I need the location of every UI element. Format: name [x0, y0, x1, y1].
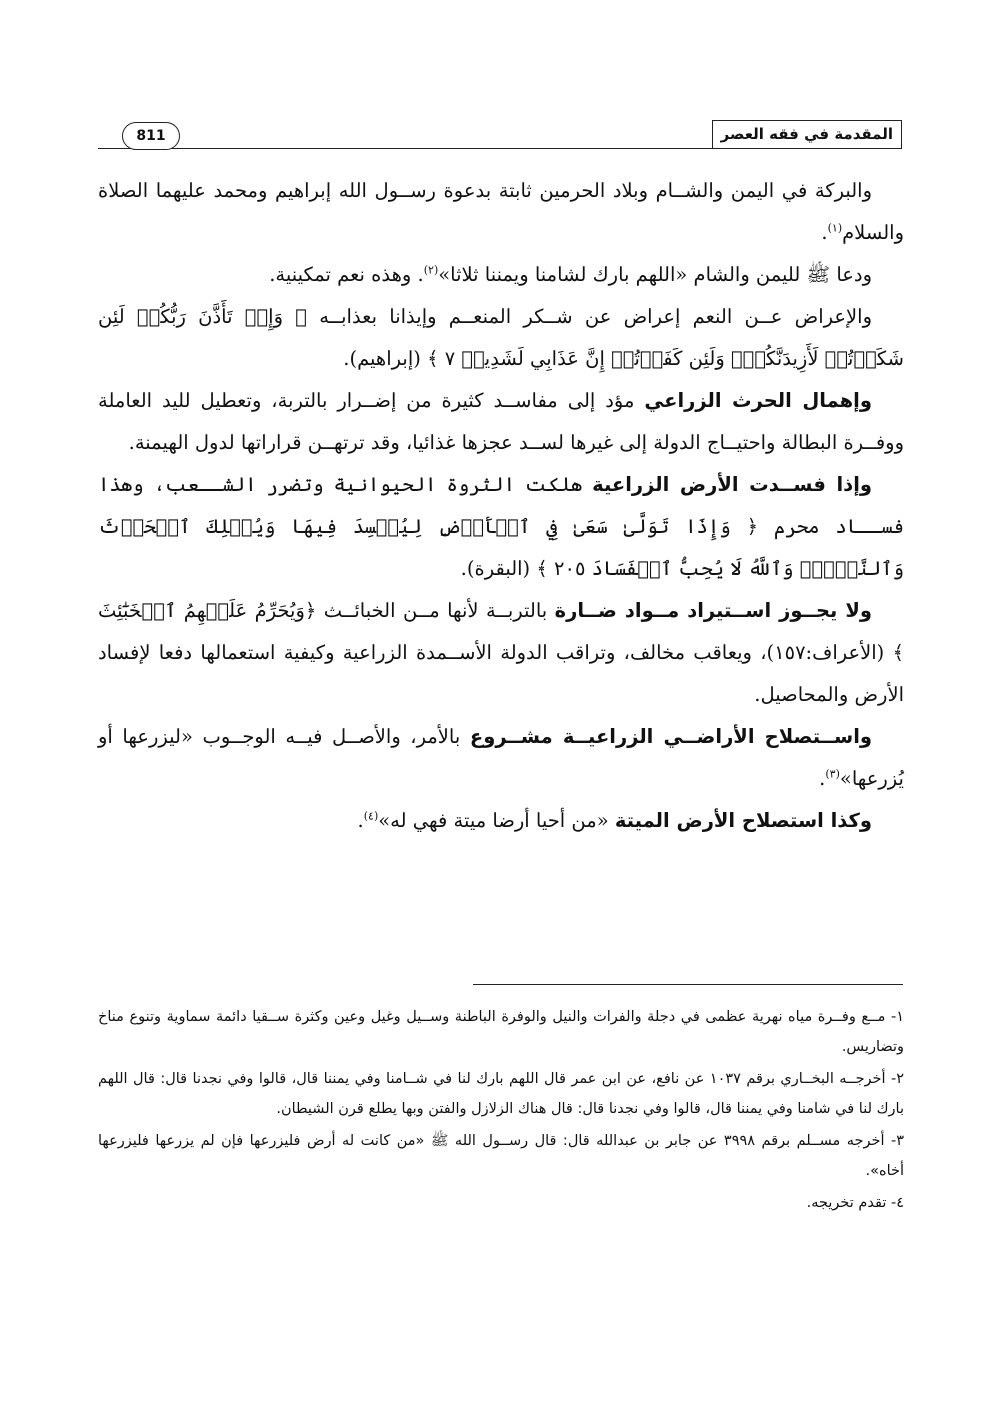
- paragraph-neglect: [98, 380, 904, 464]
- keyword: وإهمال الحرث الزراعي: [644, 389, 872, 412]
- salutation-symbol: ﷺ: [430, 1133, 449, 1149]
- text: ٣- أخرجه مســلم برقم ٣٩٩٨ عن جابر بن عبدالله قال: قال رســول الله: [454, 1133, 905, 1149]
- surah-reference: (إبراهيم).: [343, 347, 421, 370]
- text: هلكت الثروة الحيوانية وتضرر الشــعب، وهذا فســاد محرم: [98, 473, 904, 538]
- paragraph-prayer: [98, 254, 904, 296]
- paragraph-reclamation: [98, 716, 904, 800]
- text: .: [357, 809, 364, 832]
- page-number: 811: [122, 122, 180, 150]
- surah-reference: (البقرة).: [460, 557, 531, 580]
- text: بالتربــة لأنها مــن الخبائــث: [323, 599, 548, 622]
- keyword: وكذا استصلاح الأرض الميتة: [614, 809, 872, 832]
- paragraph-import: [98, 590, 904, 716]
- keyword: وإذا فســدت الأرض الزراعية: [592, 473, 872, 496]
- text: لليمن والشام «اللهم بارك لشامنا ويمننا ثلاثا»: [438, 263, 801, 286]
- paragraph-corruption: [98, 464, 904, 590]
- text: والبركة في اليمن والشــام وبلاد الحرمين ثابتة بدعوة رســول الله إبراهيم ومحمد عليهما الصلاة والسلام: [98, 179, 904, 244]
- text: مؤد إلى مفاســد كثيرة من إضــرار بالتربة، وتعطيل لليد العاملة ووفــرة البطالة واحتيــاج الدولة إلى غيرها لســد عجزها غذائيا، وقد ترتهــن قراراتها لدول الهيمنة.: [98, 389, 904, 454]
- paragraph-ingratitude: [98, 296, 904, 380]
- paragraph-blessing: [98, 170, 904, 254]
- quran-verse: ﴿ وَإِذَا تَوَلَّىٰ سَعَىٰ فِي ٱلۡأَرۡضِ لِيُفۡسِدَ فِيهَا وَيُهۡلِكَ ٱلۡحَرۡثَ وَٱلنَّسۡلَۚ وَٱللَّهُ لَا يُحِبُّ ٱلۡفَسَادَ ٢٠٥ ﴾: [98, 515, 904, 580]
- footnote-ref[interactable]: (٣): [825, 767, 840, 781]
- footnote-2: ٢- أخرجــه البخــاري برقم ١٠٣٧ عن نافع، عن ابن عمر قال اللهم بارك لنا في شــامنا وفي يمننا قال، قالوا وفي نجدنا قال: قال اللهم بارك لنا في شامنا وفي يمننا قال، قالوا وفي نجدنا قال: قال هناك الزلازل والفتن وبها يطلع قرن الشيطان.: [98, 1071, 904, 1117]
- footnote-1: ١- مــع وفــرة مياه نهرية عظمى في دجلة والفرات والنيل والوفرة الباطنة وســيل وغيل وعين وكثرة ســقيا دائمة سماوية وتنوع مناخ وتضاريس.: [98, 1009, 904, 1055]
- paragraph-dead-land: [98, 800, 904, 842]
- footnote-4: ٤- تقدم تخريجه.: [806, 1195, 904, 1211]
- main-text: [98, 170, 904, 842]
- running-title: المقدمة في فقه العصر: [712, 120, 902, 148]
- text: ودعا: [836, 263, 872, 286]
- text: بالأمر، والأصــل فيــه الوجــوب «ليزرعها أو يُزرعها»: [98, 725, 904, 790]
- text: . وهذه نعم تمكينية.: [269, 263, 424, 286]
- header-rule: [98, 148, 902, 149]
- footnote-separator: [473, 984, 903, 985]
- quran-verse: ﴿ وَإِذۡ تَأَذَّنَ رَبُّكُمۡ لَئِن شَكَرۡتُمۡ لَأَزِيدَنَّكُمۡۖ وَلَئِن كَفَرۡتُمۡ إِنَّ عَذَابِي لَشَدِيدٞ ٧ ﴾: [98, 305, 904, 370]
- text: «من كانت له أرض فليزرعها فإن لم يزرعها فليزرعها أخاه».: [98, 1133, 904, 1179]
- text: «من أحيا أرضا ميتة فهي له»: [378, 809, 609, 832]
- page-header: [98, 118, 902, 154]
- text: .: [821, 221, 828, 244]
- keyword: واســتصلاح الأراضــي الزراعيــة مشــروع: [469, 725, 873, 748]
- text: .: [819, 767, 826, 790]
- footnote-3: [98, 1126, 904, 1186]
- quran-verse: ﴿وَيُحَرِّمُ عَلَيۡهِمُ ٱلۡخَبَٰٓئِثَ ﴾: [98, 599, 904, 664]
- footnote-ref[interactable]: (٢): [423, 263, 439, 277]
- footnote-ref[interactable]: (١): [827, 221, 843, 235]
- salutation-symbol: ﷺ: [806, 263, 831, 286]
- keyword: ولا يجــوز اســتيراد مــواد ضــارة: [554, 599, 872, 622]
- footnotes: [98, 1002, 904, 1220]
- text: والإعراض عــن النعم إعراض عن شــكر المنعــم وإيذانا بعذابــه: [319, 305, 873, 328]
- footnote-ref[interactable]: (٤): [363, 809, 379, 823]
- text: (الأعراف:١٥٧)، ويعاقب مخالف، وتراقب الدولة الأســمدة الزراعية وكيفية استعمالها دفعا لإفساد الأرض والمحاصيل.: [98, 641, 904, 706]
